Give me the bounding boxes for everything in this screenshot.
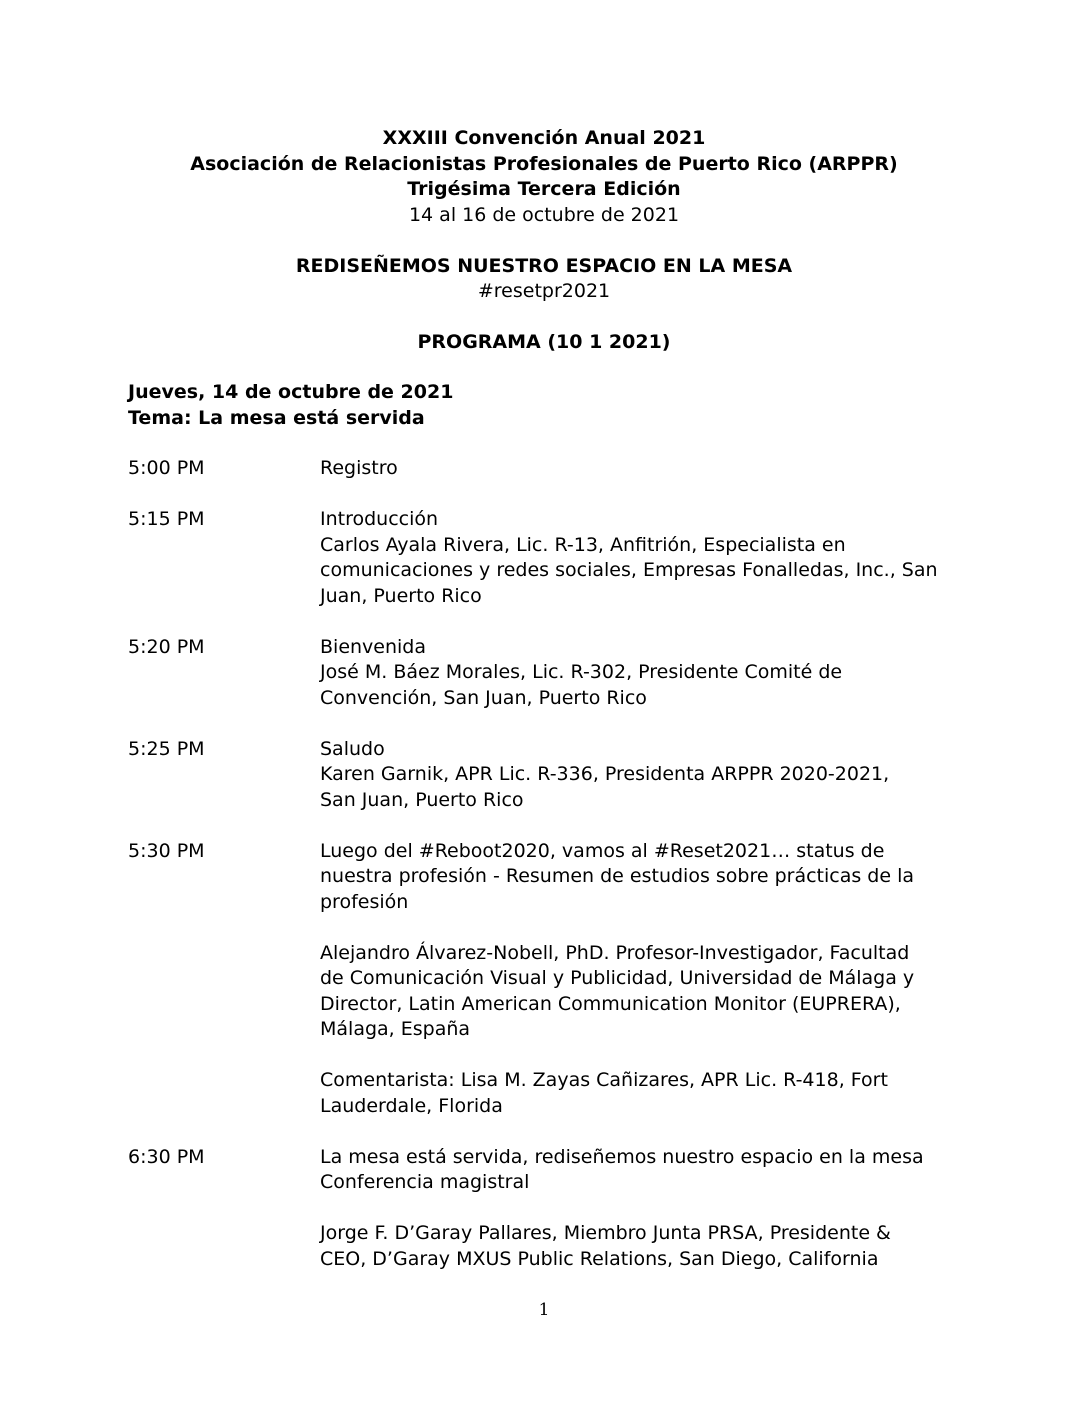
session-title: Saludo — [320, 737, 385, 760]
schedule-list — [128, 456, 968, 1298]
schedule-content — [320, 737, 968, 814]
speaker-line: de Comunicación Visual y Publicidad, Universidad de Málaga y — [320, 967, 915, 989]
commentator-block — [320, 1068, 968, 1119]
schedule-content — [320, 1145, 968, 1273]
program-title: PROGRAMA (10 1 2021) — [417, 331, 671, 353]
page-number: 1 — [538, 1300, 550, 1320]
schedule-item — [128, 635, 968, 712]
schedule-item — [128, 1145, 968, 1273]
schedule-time: 5:15 PM — [128, 508, 205, 530]
day-theme: Tema: La mesa está servida — [128, 406, 425, 429]
session-title: Bienvenida — [320, 635, 427, 658]
edition-title: Trigésima Tercera Edición — [407, 178, 681, 200]
schedule-time: 5:20 PM — [128, 635, 205, 658]
event-theme: REDISEÑEMOS NUESTRO ESPACIO EN LA MESA — [295, 254, 793, 277]
convention-title: XXXIII Convención Anual 2021 — [382, 127, 706, 149]
speaker-line: San Juan, Puerto Rico — [320, 788, 524, 811]
speaker-line: Alejandro Álvarez-Nobell, PhD. Profesor-Investigador, Facultad — [320, 941, 910, 964]
event-dates: 14 al 16 de octubre de 2021 — [408, 203, 680, 226]
schedule-content — [320, 839, 968, 1120]
document-header — [0, 126, 1088, 356]
schedule-item — [128, 839, 968, 1120]
speaker-line: Málaga, España — [320, 1018, 471, 1040]
session-title-block — [320, 839, 968, 916]
speaker-line: Carlos Ayala Rivera, Lic. R-13, Anfitrión, Especialista en — [320, 533, 846, 556]
session-title-line: nuestra profesión - Resumen de estudios sobre prácticas de la — [320, 865, 915, 887]
speaker-block — [320, 1221, 968, 1272]
schedule-item — [128, 507, 968, 609]
commentator-line: Comentarista: Lisa M. Zayas Cañizares, APR Lic. R-418, Fort — [320, 1069, 888, 1091]
speaker-line: José M. Báez Morales, Lic. R-302, Presidente Comité de — [320, 661, 843, 683]
session-title-line: La mesa está servida, rediseñemos nuestro espacio en la mesa — [320, 1145, 924, 1168]
speaker-line: CEO, D’Garay MXUS Public Relations, San Diego, California — [320, 1247, 879, 1270]
speaker-line: comunicaciones y redes sociales, Empresas Fonalledas, Inc., San — [320, 559, 938, 581]
session-title-line: Conferencia magistral — [320, 1171, 530, 1193]
session-title-line: Luego del #Reboot2020, vamos al #Reset2021… status de — [320, 839, 885, 862]
session-title-block — [320, 1145, 968, 1196]
schedule-content — [320, 635, 968, 712]
speaker-line: Convención, San Juan, Puerto Rico — [320, 686, 647, 709]
association-name: Asociación de Relacionistas Profesionales de Puerto Rico (ARPPR) — [190, 152, 898, 175]
session-title: Registro — [320, 457, 398, 479]
day-date: Jueves, 14 de octubre de 2021 — [128, 381, 454, 403]
speaker-line: Jorge F. D’Garay Pallares, Miembro Junta PRSA, Presidente & — [320, 1222, 891, 1244]
schedule-item — [128, 456, 968, 482]
schedule-time: 5:00 PM — [128, 457, 205, 479]
speaker-line: Karen Garnik, APR Lic. R-336, Presidenta ARPPR 2020-2021, — [320, 763, 890, 785]
schedule-time: 5:25 PM — [128, 737, 205, 760]
schedule-time: 5:30 PM — [128, 839, 205, 862]
session-title-line: profesión — [320, 890, 409, 913]
speaker-block — [320, 941, 968, 1043]
commentator-line: Lauderdale, Florida — [320, 1094, 503, 1117]
speaker-line: Director, Latin American Communication Monitor (EUPRERA), — [320, 992, 901, 1015]
session-title: Introducción — [320, 508, 439, 530]
speaker-line: Juan, Puerto Rico — [320, 584, 482, 607]
day-heading — [128, 380, 968, 431]
event-hashtag: #resetpr2021 — [477, 280, 611, 302]
schedule-content — [320, 507, 968, 609]
schedule-content — [320, 456, 968, 482]
schedule-time: 6:30 PM — [128, 1145, 205, 1168]
schedule-item — [128, 737, 968, 814]
